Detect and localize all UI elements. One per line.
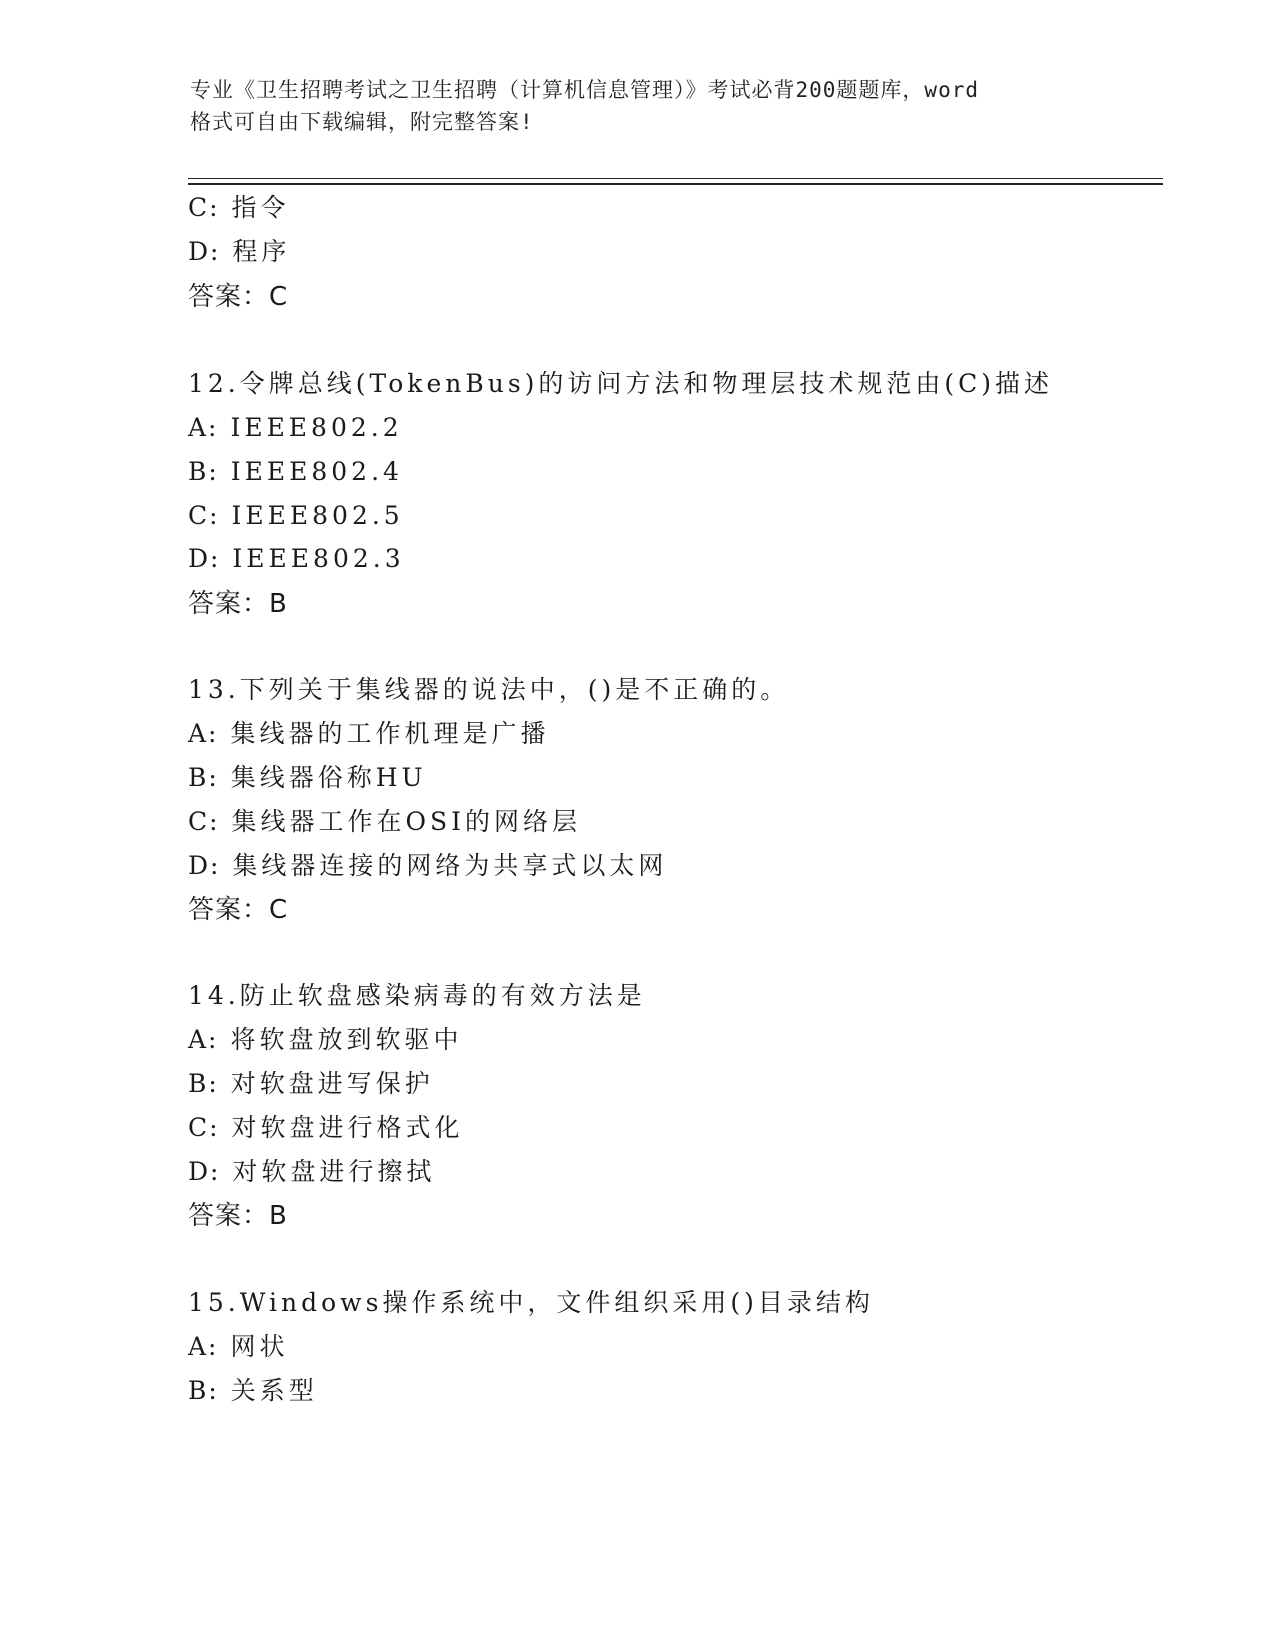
option-row	[188, 1024, 462, 1056]
option-row	[188, 806, 581, 838]
option-label: A:	[188, 719, 219, 748]
answer-line: 答案：B	[188, 589, 288, 619]
option-row	[188, 192, 290, 224]
option-row	[188, 236, 290, 268]
option-row	[188, 1112, 464, 1144]
option-label: D:	[188, 1157, 221, 1186]
option-row	[188, 1375, 318, 1407]
header-rule-thin	[188, 178, 1163, 179]
question-stem: 12.令牌总线(TokenBus)的访问方法和物理层技术规范由(C)描述	[188, 369, 1054, 398]
option-text: 将软盘放到软驱中	[230, 1025, 463, 1054]
option-text: 对软盘进行擦拭	[232, 1157, 436, 1186]
option-text: IEEE802.5	[231, 501, 404, 530]
option-label: C:	[188, 193, 220, 222]
option-text: 指令	[231, 193, 290, 222]
option-label: B:	[188, 1069, 219, 1098]
option-label: A:	[188, 1025, 219, 1054]
option-label: B:	[188, 763, 219, 792]
question-stem: 15.Windows操作系统中，文件组织采用()目录结构	[188, 1288, 874, 1317]
option-label: A:	[188, 1332, 219, 1361]
option-label: D:	[188, 237, 221, 266]
header-rule-thick	[188, 183, 1163, 185]
option-text: 集线器的工作机理是广播	[230, 719, 550, 748]
option-text: IEEE802.2	[230, 413, 403, 442]
option-text: 对软盘进行格式化	[231, 1113, 464, 1142]
option-text: IEEE802.4	[230, 457, 403, 486]
option-text: 集线器工作在OSI的网络层	[231, 807, 582, 836]
option-label: D:	[188, 851, 221, 880]
option-label: D:	[188, 544, 221, 573]
header-line-2: 格式可自由下载编辑，附完整答案!	[190, 110, 534, 134]
option-row	[188, 762, 427, 794]
option-text: IEEE802.3	[232, 544, 405, 573]
option-row	[188, 1156, 435, 1188]
question-stem: 14.防止软盘感染病毒的有效方法是	[188, 981, 646, 1010]
option-row	[188, 412, 403, 444]
option-row	[188, 543, 405, 575]
option-row	[188, 500, 404, 532]
option-label: C:	[188, 501, 220, 530]
option-label: C:	[188, 1113, 220, 1142]
option-row	[188, 1331, 288, 1363]
option-row	[188, 456, 403, 488]
option-text: 网状	[230, 1332, 289, 1361]
option-label: B:	[188, 457, 219, 486]
answer-line: 答案：C	[188, 282, 289, 312]
option-label: A:	[188, 413, 219, 442]
option-label: C:	[188, 807, 220, 836]
answer-line: 答案：C	[188, 895, 289, 925]
option-text: 对软盘进写保护	[230, 1069, 434, 1098]
option-text: 集线器俗称HU	[230, 763, 427, 792]
answer-line: 答案：B	[188, 1201, 288, 1231]
option-text: 程序	[232, 237, 291, 266]
option-row	[188, 850, 667, 882]
question-stem: 13.下列关于集线器的说法中，()是不正确的。	[188, 675, 790, 704]
header-line-1: 专业《卫生招聘考试之卫生招聘（计算机信息管理）》考试必背200题题库，word	[190, 78, 979, 102]
document-header	[190, 74, 1120, 138]
option-row	[188, 1068, 434, 1100]
option-row	[188, 718, 549, 750]
option-label: B:	[188, 1376, 219, 1405]
option-text: 集线器连接的网络为共享式以太网	[232, 851, 668, 880]
option-text: 关系型	[230, 1376, 318, 1405]
